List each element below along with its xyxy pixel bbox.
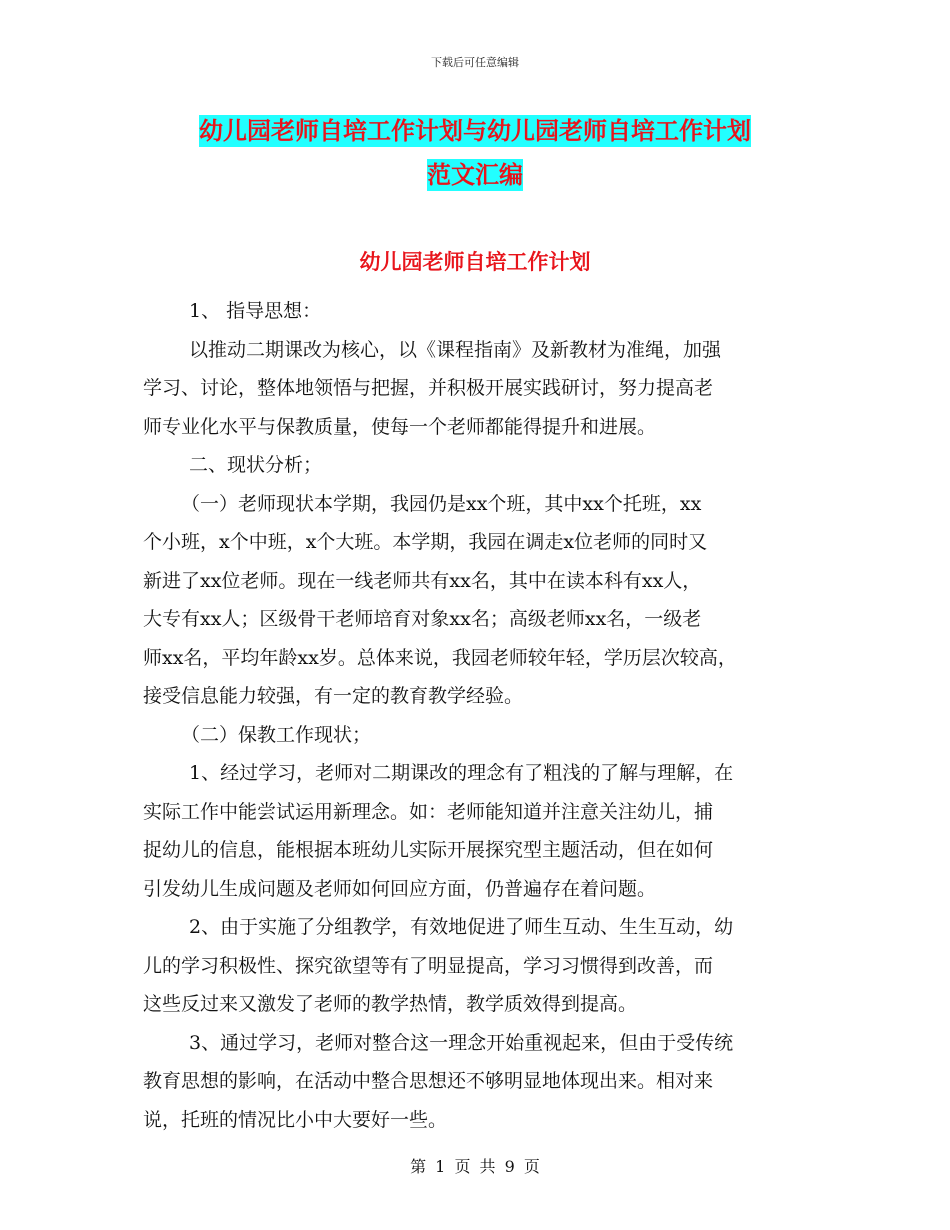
page-footer: 第 1 页 共 9 页: [410, 1157, 540, 1176]
document-title-line-1: 幼儿园老师自培工作计划与幼儿园老师自培工作计划: [199, 117, 751, 145]
body-line: 学习、讨论，整体地领悟与把握，并积极开展实践研讨，努力提高老: [143, 377, 714, 399]
header-note: 下载后可任意编辑: [431, 56, 519, 69]
body-line: （一）老师现状本学期，我园仍是xx个班，其中xx个托班，xx: [181, 492, 702, 515]
body-line: 捉幼儿的信息，能根据本班幼儿实际开展探究型主题活动，但在如何: [143, 839, 714, 861]
body-line: 实际工作中能尝试运用新理念。如：老师能知道并注意关注幼儿，捕: [143, 800, 714, 823]
body-line: 大专有xx人；区级骨干老师培育对象xx名；高级老师xx名，一级老: [143, 608, 702, 630]
body-line: 这些反过来又激发了老师的教学热情，教学质效得到提高。: [143, 993, 638, 1015]
section-title: 幼儿园老师自培工作计划: [359, 250, 591, 274]
body-line: 接受信息能力较强，有一定的教育教学经验。: [143, 685, 524, 707]
document-title-line-2: 范文汇编: [427, 161, 523, 189]
document-body: [143, 292, 815, 1139]
body-line: 教育思想的影响，在活动中整合思想还不够明显地体现出来。相对来: [143, 1070, 714, 1092]
body-line: 师专业化水平与保教质量，使每一个老师都能得提升和进展。: [143, 415, 657, 438]
body-line: 儿的学习积极性、探究欲望等有了明显提高，学习习惯得到改善，而: [143, 954, 714, 977]
body-line: 新进了xx位老师。现在一线老师共有xx名，其中在读本科有xx人，: [143, 569, 702, 592]
body-line: 个小班，x个中班，x个大班。本学期，我园在调走x位老师的同时又: [143, 531, 708, 553]
body-line: 1、经过学习，老师对二期课改的理念有了粗浅的了解与理解，在: [189, 762, 734, 784]
body-line: 二、现状分析；: [189, 454, 323, 476]
body-line: 3、通过学习，老师对整合这一理念开始重视起来，但由于受传统: [189, 1031, 734, 1054]
body-line: 引发幼儿生成问题及老师如何回应方面，仍普遍存在着问题。: [143, 877, 657, 900]
body-line: 2、由于实施了分组教学，有效地促进了师生互动、生生互动，幼: [189, 916, 734, 938]
body-line: （二）保教工作现状；: [181, 723, 372, 746]
body-line: 1、 指导思想：: [189, 300, 322, 322]
body-line: 说，托班的情况比小中大要好一些。: [143, 1108, 448, 1131]
body-line: 以推动二期课改为核心，以《课程指南》及新教材为准绳，加强: [189, 338, 722, 361]
body-line: 师xx名，平均年龄xx岁。总体来说，我园老师较年轻，学历层次较高，: [143, 646, 737, 669]
